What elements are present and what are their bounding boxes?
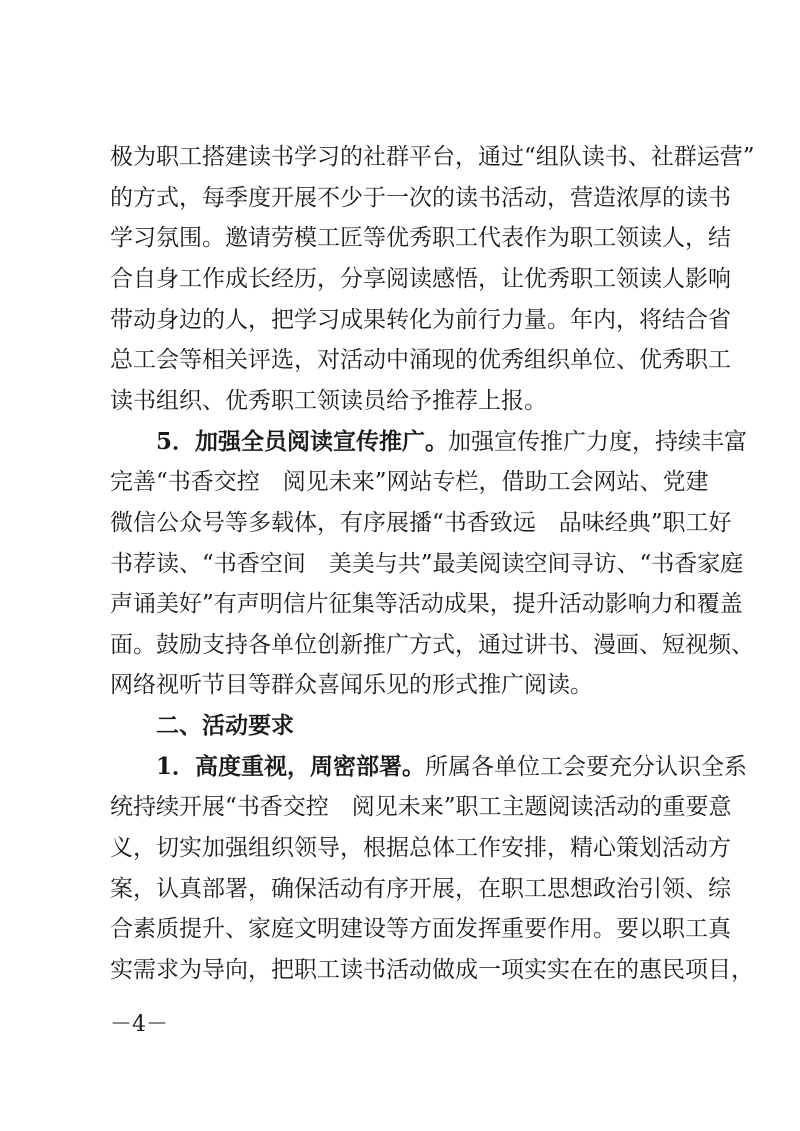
text-line: 带动身边的人，把学习成果转化为前行力量。年内，将结合省 — [110, 307, 731, 333]
item-1-lead: 1．高度重视，周密部署。 — [156, 753, 426, 780]
text-line: 读书组织、优秀职工领读员给予推荐上报。 — [110, 388, 547, 414]
text-line: 的方式，每季度开展不少于一次的读书活动，营造浓厚的读书 — [110, 185, 731, 211]
item-1-first-rest: 所属各单位工会要充分认识全系 — [425, 754, 748, 780]
item-1-first-line — [156, 747, 748, 787]
text-line: 书荐读、“书香空间 美美与共”最美阅读空间寻访、“书香家庭 — [110, 551, 744, 577]
text-line: 学习氛围。邀请劳模工匠等优秀职工代表作为职工领读人，结 — [110, 225, 731, 251]
section-heading: 二、活动要求 — [156, 713, 294, 739]
text-line: 微信公众号等多载体，有序展播“书香致远 品味经典”职工好 — [110, 510, 732, 536]
text-line: 案，认真部署，确保活动有序开展，在职工思想政治引领、综 — [110, 876, 731, 902]
text-line: 义，切实加强组织领导，根据总体工作安排，精心策划活动方 — [110, 835, 731, 861]
page-number: －4－ — [110, 1012, 168, 1037]
text-line: 实需求为导向，把职工读书活动做成一项实实在在的惠民项目， — [110, 957, 754, 983]
text-line: 合自身工作成长经历，分享阅读感悟，让优秀职工领读人影响 — [110, 266, 731, 292]
text-line: 网络视听节目等群众喜闻乐见的形式推广阅读。 — [110, 672, 593, 698]
item-5-lead: 5．加强全员阅读宣传推广。 — [156, 428, 449, 455]
text-line: 面。鼓励支持各单位创新推广方式，通过讲书、漫画、短视频、 — [110, 632, 754, 658]
text-line: 声诵美好”有声明信片征集等活动成果，提升活动影响力和覆盖 — [110, 591, 743, 617]
text-line: 总工会等相关评选，对活动中涌现的优秀组织单位、优秀职工 — [110, 347, 731, 373]
item-5-first-rest: 加强宣传推广力度，持续丰富 — [448, 429, 748, 455]
text-line: 完善“书香交控 阅见未来”网站专栏，借助工会网站、党建 — [110, 469, 709, 495]
text-line: 统持续开展“书香交控 阅见未来”职工主题阅读活动的重要意 — [110, 794, 732, 820]
text-line: 极为职工搭建读书学习的社群平台，通过“组队读书、社群运营” — [110, 144, 755, 170]
text-line: 合素质提升、家庭文明建设等方面发挥重要作用。要以职工真 — [110, 916, 731, 942]
item-5-first-line — [156, 422, 748, 462]
